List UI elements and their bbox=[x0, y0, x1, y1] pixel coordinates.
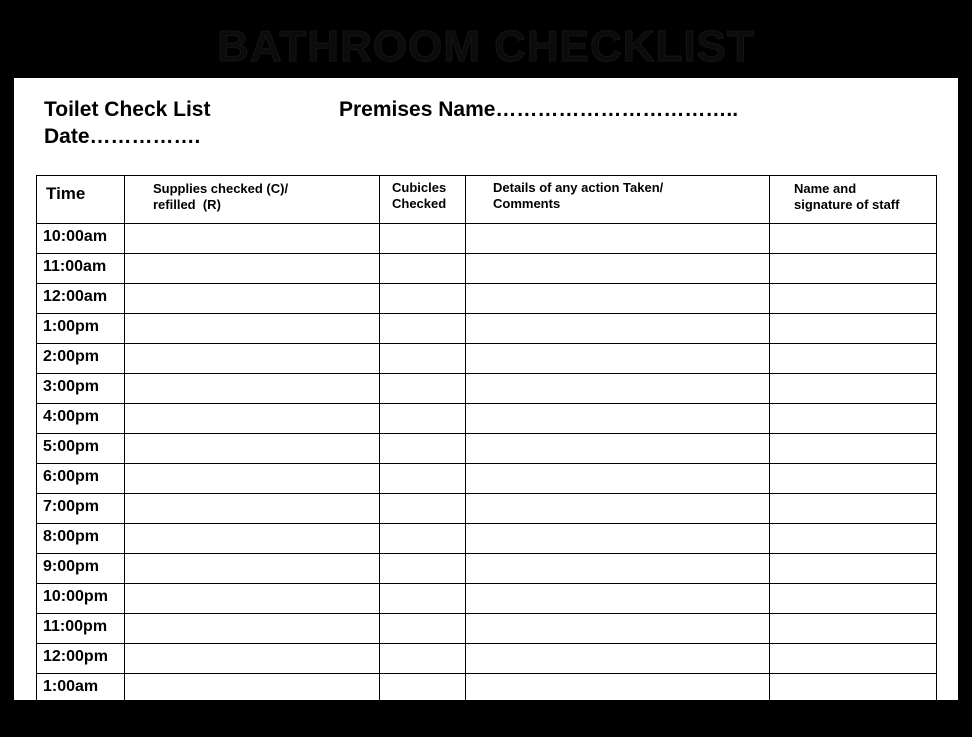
time-cell: 10:00pm bbox=[37, 584, 125, 614]
cubicles-cell[interactable] bbox=[380, 464, 466, 494]
supplies-cell[interactable] bbox=[125, 224, 380, 254]
cubicles-cell[interactable] bbox=[380, 704, 466, 737]
table-row bbox=[37, 524, 937, 554]
supplies-cell[interactable] bbox=[125, 704, 380, 737]
supplies-cell[interactable] bbox=[125, 434, 380, 464]
cubicles-cell[interactable] bbox=[380, 404, 466, 434]
time-cell: 9:00pm bbox=[37, 554, 125, 584]
column-header-cubicles bbox=[380, 176, 466, 224]
time-cell: 1:00am bbox=[37, 674, 125, 704]
signature-cell[interactable] bbox=[770, 524, 937, 554]
signature-cell[interactable] bbox=[770, 614, 937, 644]
page-banner-title: BATHROOM CHECKLIST bbox=[217, 22, 755, 71]
column-header-supplies-line1: Supplies checked (C)/ bbox=[153, 181, 289, 196]
table-row bbox=[37, 704, 937, 737]
supplies-cell[interactable] bbox=[125, 404, 380, 434]
column-header-time: Time bbox=[37, 176, 125, 224]
signature-cell[interactable] bbox=[770, 284, 937, 314]
time-cell: 4:00pm bbox=[37, 404, 125, 434]
signature-cell[interactable] bbox=[770, 494, 937, 524]
supplies-cell[interactable] bbox=[125, 374, 380, 404]
supplies-cell[interactable] bbox=[125, 254, 380, 284]
cubicles-cell[interactable] bbox=[380, 554, 466, 584]
cubicles-cell[interactable] bbox=[380, 524, 466, 554]
signature-cell[interactable] bbox=[770, 224, 937, 254]
cubicles-cell[interactable] bbox=[380, 224, 466, 254]
table-header-row bbox=[37, 176, 937, 224]
time-cell: 10:00am bbox=[37, 224, 125, 254]
table-row bbox=[37, 584, 937, 614]
supplies-cell[interactable] bbox=[125, 524, 380, 554]
column-header-supplies-line2: refilled (R) bbox=[153, 197, 221, 212]
table-row bbox=[37, 404, 937, 434]
supplies-cell[interactable] bbox=[125, 464, 380, 494]
column-header-details-line1: Details of any action Taken/ bbox=[493, 180, 664, 195]
table-row bbox=[37, 314, 937, 344]
supplies-cell[interactable] bbox=[125, 314, 380, 344]
signature-cell[interactable] bbox=[770, 584, 937, 614]
details-cell[interactable] bbox=[466, 314, 770, 344]
supplies-cell[interactable] bbox=[125, 614, 380, 644]
supplies-cell[interactable] bbox=[125, 644, 380, 674]
details-cell[interactable] bbox=[466, 404, 770, 434]
cubicles-cell[interactable] bbox=[380, 434, 466, 464]
table-row bbox=[37, 284, 937, 314]
column-header-name-line2: signature of staff bbox=[794, 197, 900, 212]
details-cell[interactable] bbox=[466, 554, 770, 584]
signature-cell[interactable] bbox=[770, 674, 937, 704]
details-cell[interactable] bbox=[466, 584, 770, 614]
details-cell[interactable] bbox=[466, 254, 770, 284]
table-row bbox=[37, 674, 937, 704]
table-row bbox=[37, 254, 937, 284]
table-row bbox=[37, 374, 937, 404]
details-cell[interactable] bbox=[466, 374, 770, 404]
cubicles-cell[interactable] bbox=[380, 614, 466, 644]
cubicles-cell[interactable] bbox=[380, 674, 466, 704]
signature-cell[interactable] bbox=[770, 404, 937, 434]
signature-cell[interactable] bbox=[770, 254, 937, 284]
checklist-sheet bbox=[14, 78, 958, 725]
cubicles-cell[interactable] bbox=[380, 584, 466, 614]
cubicles-cell[interactable] bbox=[380, 644, 466, 674]
time-cell: 5:00pm bbox=[37, 434, 125, 464]
form-title: Toilet Check List bbox=[44, 98, 211, 121]
details-cell[interactable] bbox=[466, 224, 770, 254]
supplies-cell[interactable] bbox=[125, 344, 380, 374]
cubicles-cell[interactable] bbox=[380, 314, 466, 344]
details-cell[interactable] bbox=[466, 524, 770, 554]
checklist-body bbox=[37, 224, 937, 737]
premises-name-field[interactable]: Premises Name…………………………….. bbox=[339, 98, 739, 121]
time-cell: 6:00pm bbox=[37, 464, 125, 494]
details-cell[interactable] bbox=[466, 434, 770, 464]
signature-cell[interactable] bbox=[770, 644, 937, 674]
table-row bbox=[37, 344, 937, 374]
time-cell: 2:00pm bbox=[37, 344, 125, 374]
details-cell[interactable] bbox=[466, 614, 770, 644]
supplies-cell[interactable] bbox=[125, 284, 380, 314]
cubicles-cell[interactable] bbox=[380, 374, 466, 404]
details-cell[interactable] bbox=[466, 494, 770, 524]
cubicles-cell[interactable] bbox=[380, 284, 466, 314]
signature-cell[interactable] bbox=[770, 464, 937, 494]
table-row bbox=[37, 434, 937, 464]
details-cell[interactable] bbox=[466, 674, 770, 704]
time-cell: 2:00am bbox=[37, 704, 125, 737]
signature-cell[interactable] bbox=[770, 344, 937, 374]
details-cell[interactable] bbox=[466, 704, 770, 737]
time-cell: 3:00pm bbox=[37, 374, 125, 404]
time-cell: 11:00am bbox=[37, 254, 125, 284]
column-header-cubicles-line1: Cubicles bbox=[392, 180, 447, 195]
column-header-details-line2: Comments bbox=[493, 196, 561, 211]
details-cell[interactable] bbox=[466, 644, 770, 674]
table-row bbox=[37, 464, 937, 494]
supplies-cell[interactable] bbox=[125, 674, 380, 704]
column-header-supplies bbox=[125, 176, 380, 224]
date-field[interactable]: Date……………. bbox=[44, 125, 201, 148]
table-row bbox=[37, 554, 937, 584]
column-header-name-signature bbox=[770, 176, 937, 224]
signature-cell[interactable] bbox=[770, 434, 937, 464]
time-cell: 1:00pm bbox=[37, 314, 125, 344]
column-header-cubicles-line2: Checked bbox=[392, 196, 447, 211]
table-row bbox=[37, 614, 937, 644]
column-header-name-line1: Name and bbox=[794, 181, 857, 196]
table-row bbox=[37, 644, 937, 674]
cubicles-cell[interactable] bbox=[380, 344, 466, 374]
table-row bbox=[37, 494, 937, 524]
supplies-cell[interactable] bbox=[125, 554, 380, 584]
column-header-details bbox=[466, 176, 770, 224]
cubicles-cell[interactable] bbox=[380, 494, 466, 524]
time-cell: 11:00pm bbox=[37, 614, 125, 644]
table-row bbox=[37, 224, 937, 254]
time-cell: 12:00pm bbox=[37, 644, 125, 674]
cubicles-cell[interactable] bbox=[380, 254, 466, 284]
time-cell: 12:00am bbox=[37, 284, 125, 314]
signature-cell[interactable] bbox=[770, 554, 937, 584]
details-cell[interactable] bbox=[466, 284, 770, 314]
details-cell[interactable] bbox=[466, 464, 770, 494]
signature-cell[interactable] bbox=[770, 374, 937, 404]
supplies-cell[interactable] bbox=[125, 584, 380, 614]
checklist-table bbox=[36, 175, 937, 737]
supplies-cell[interactable] bbox=[125, 494, 380, 524]
time-cell: 7:00pm bbox=[37, 494, 125, 524]
details-cell[interactable] bbox=[466, 344, 770, 374]
time-cell: 8:00pm bbox=[37, 524, 125, 554]
signature-cell[interactable] bbox=[770, 704, 937, 737]
signature-cell[interactable] bbox=[770, 314, 937, 344]
